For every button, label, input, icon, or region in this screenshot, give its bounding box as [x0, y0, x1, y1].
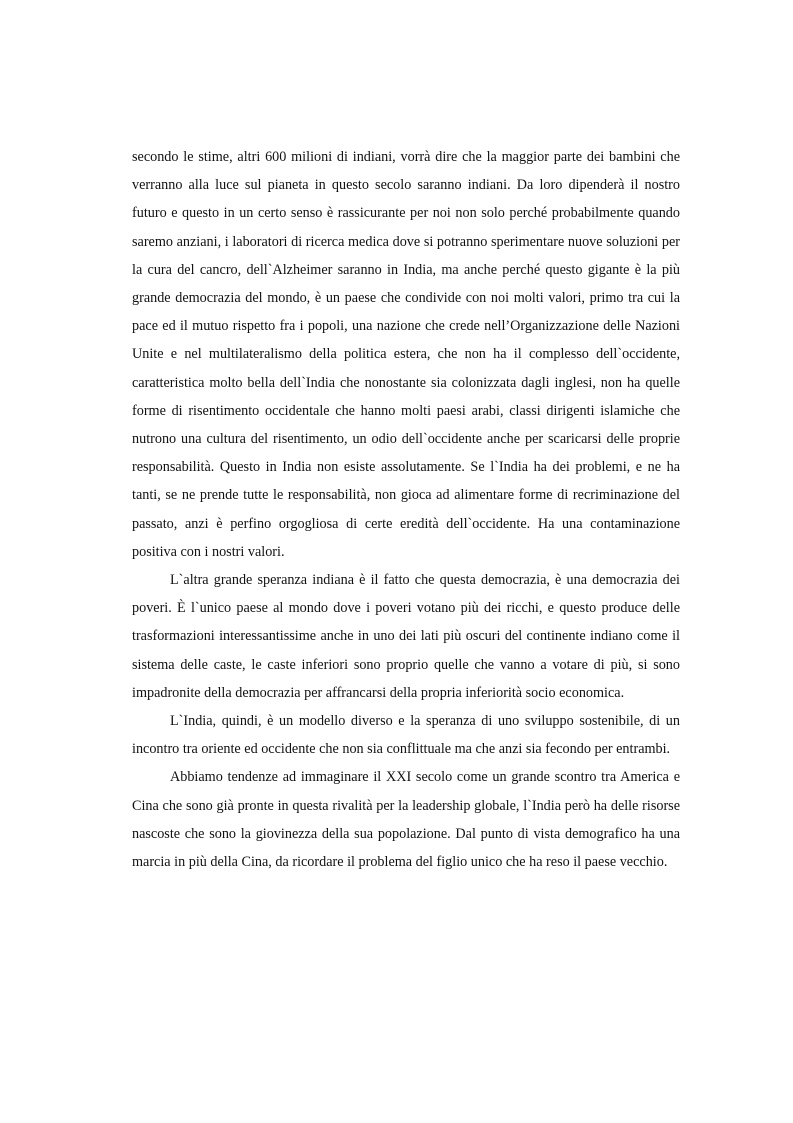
paragraph-3: L`India, quindi, è un modello diverso e la speranza di uno sviluppo sostenibile, di un incontro tra oriente ed occidente che non sia conflittuale ma che anzi sia fecondo per entrambi.	[132, 713, 680, 758]
paragraph-1: secondo le stime, altri 600 milioni di indiani, vorrà dire che la maggior parte dei bambini che verranno alla luce sul pianeta in questo secolo saranno indiani. Da loro dipenderà il nostro futuro e questo in un certo senso è rassicurante per noi non solo perché probabilmente quando saremo anziani, i laboratori di ricerca medica dove si potranno sperimentare nuove soluzioni per la cura del cancro, dell`Alzheimer saranno in India, ma anche perché questo gigante è la più grande democrazia del mondo, è un paese che condivide con noi molti valori, primo tra cui la pace ed il mutuo rispetto fra i popoli, una nazione che crede nell’Organizzazione delle Nazioni Unite e nel multilateralismo della politica estera, che non ha il complesso dell`occidente, caratteristica molto bella dell`India che nonostante sia colonizzata dagli inglesi, non ha quelle forme di risentimento occidentale che hanno molti paesi arabi, classi dirigenti islamiche che nutrono una cultura del risentimento, un odio dell`occidente anche per scaricarsi delle proprie responsabilità. Questo in India non esiste assolutamente. Se l`India ha dei problemi, e ne ha tanti, se ne prende tutte le responsabilità, non gioca ad alimentare forme di recriminazione del passato, anzi è perfino orgogliosa di certe eredità dell`occidente. Ha una contaminazione positiva con i nostri valori.	[132, 149, 680, 560]
paragraph-4: Abbiamo tendenze ad immaginare il XXI secolo come un grande scontro tra America e Cina che sono già pronte in questa rivalità per la leadership globale, l`India però ha delle risorse nascoste che sono la giovinezza della sua popolazione. Dal punto di vista demografico ha una marcia in più della Cina, da ricordare il problema del figlio unico che ha reso il paese vecchio.	[132, 769, 680, 871]
page-body	[132, 143, 680, 876]
paragraph-2: L`altra grande speranza indiana è il fatto che questa democrazia, è una democrazia dei poveri. È l`unico paese al mondo dove i poveri votano più dei ricchi, e questo produce delle trasformazioni interessantissime anche in uno dei lati più oscuri del continente indiano come il sistema delle caste, le caste inferiori sono proprio quelle che vanno a votare di più, si sono impadronite della democrazia per affrancarsi della propria inferiorità socio economica.	[132, 572, 680, 701]
